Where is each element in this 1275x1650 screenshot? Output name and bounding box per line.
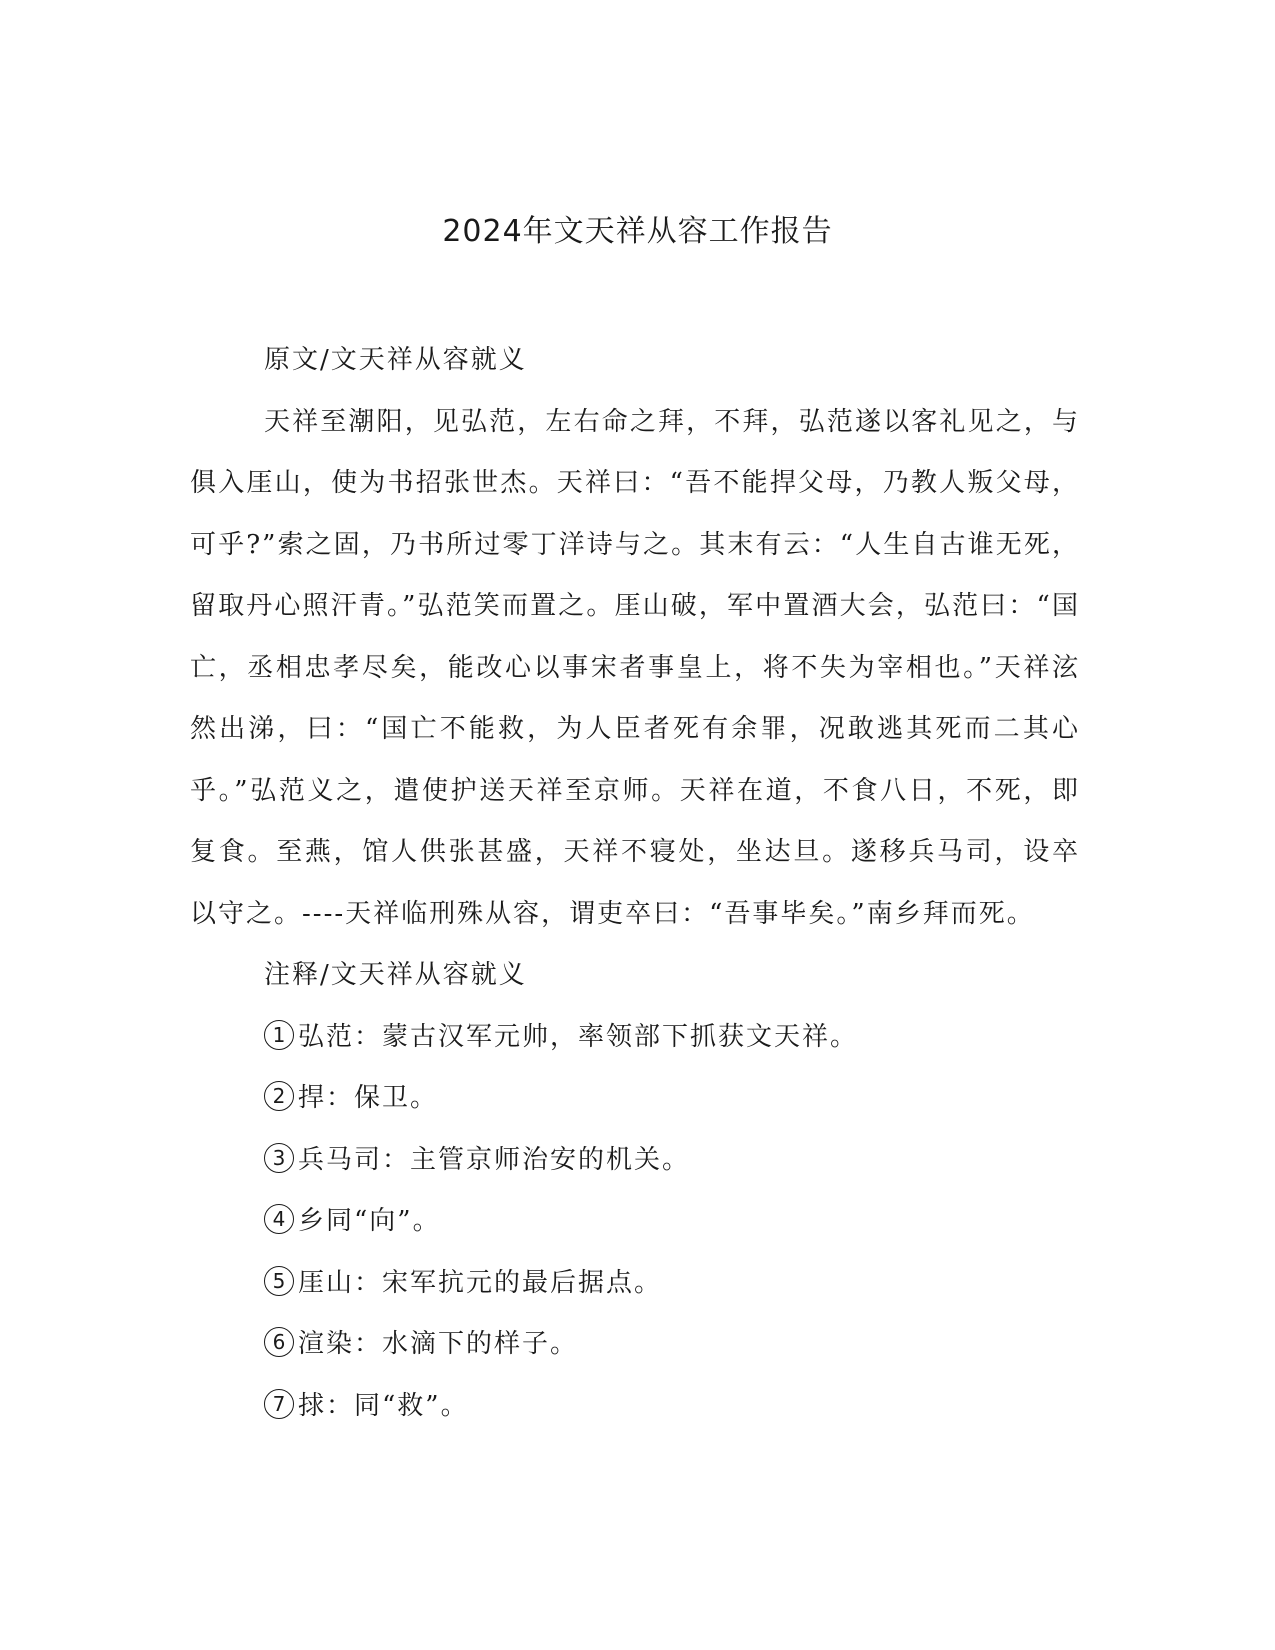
note-item — [190, 1068, 1080, 1130]
original-text-paragraph: 天祥至潮阳，见弘范，左右命之拜，不拜，弘范遂以客礼见之，与俱入厓山，使为书招张世杰。天祥曰：“吾不能捍父母，乃教人叛父母，可乎?”索之固，乃书所过零丁洋诗与之。其末有云：“人生自古谁无死，留取丹心照汗青。”弘范笑而置之。厓山破，军中置酒大会，弘范曰：“国亡，丞相忠孝尽矣，能改心以事宋者事皇上，将不失为宰相也。”天祥泫然出涕，曰：“国亡不能救，为人臣者死有余罪，况敢逃其死而二其心乎。”弘范义之，遣使护送天祥至京师。天祥在道，不食八日，不死，即复食。至燕，馆人供张甚盛，天祥不寝处，坐达旦。遂移兵马司，设卒以守之。----天祥临刑殊从容，谓吏卒曰：“吾事毕矣。”南乡拜而死。 — [190, 406, 1080, 929]
note-number-badge: 4 — [264, 1204, 294, 1234]
note-text: 乡同“向”。 — [298, 1206, 441, 1236]
note-number-badge: 1 — [264, 1020, 294, 1050]
note-text: 捄：同“救”。 — [298, 1390, 469, 1421]
notes-list — [190, 1007, 1080, 1438]
notes-heading: 注释/文天祥从容就义 — [264, 960, 527, 990]
note-item — [190, 1314, 1080, 1376]
note-number-badge: 3 — [264, 1143, 294, 1173]
note-text: 厓山：宋军抗元的最后据点。 — [298, 1267, 663, 1298]
note-number-badge: 6 — [264, 1327, 294, 1357]
note-text: 捍：保卫。 — [298, 1083, 439, 1113]
document-body — [190, 330, 1080, 1437]
document-title: 2024年文天祥从容工作报告 — [442, 214, 833, 249]
note-number-badge: 7 — [264, 1389, 294, 1419]
note-text: 弘范：蒙古汉军元帅，率领部下抓获文天祥。 — [298, 1021, 859, 1052]
original-text-heading: 原文/文天祥从容就义 — [264, 345, 527, 375]
note-text: 兵马司：主管京师治安的机关。 — [298, 1144, 691, 1175]
note-number-badge: 5 — [264, 1266, 294, 1296]
note-item — [190, 1007, 1080, 1069]
note-item — [190, 1253, 1080, 1315]
note-item — [190, 1130, 1080, 1192]
note-item — [190, 1376, 1080, 1438]
note-item — [190, 1191, 1080, 1253]
note-text: 渲染：水滴下的样子。 — [298, 1329, 579, 1359]
note-number-badge: 2 — [264, 1081, 294, 1111]
